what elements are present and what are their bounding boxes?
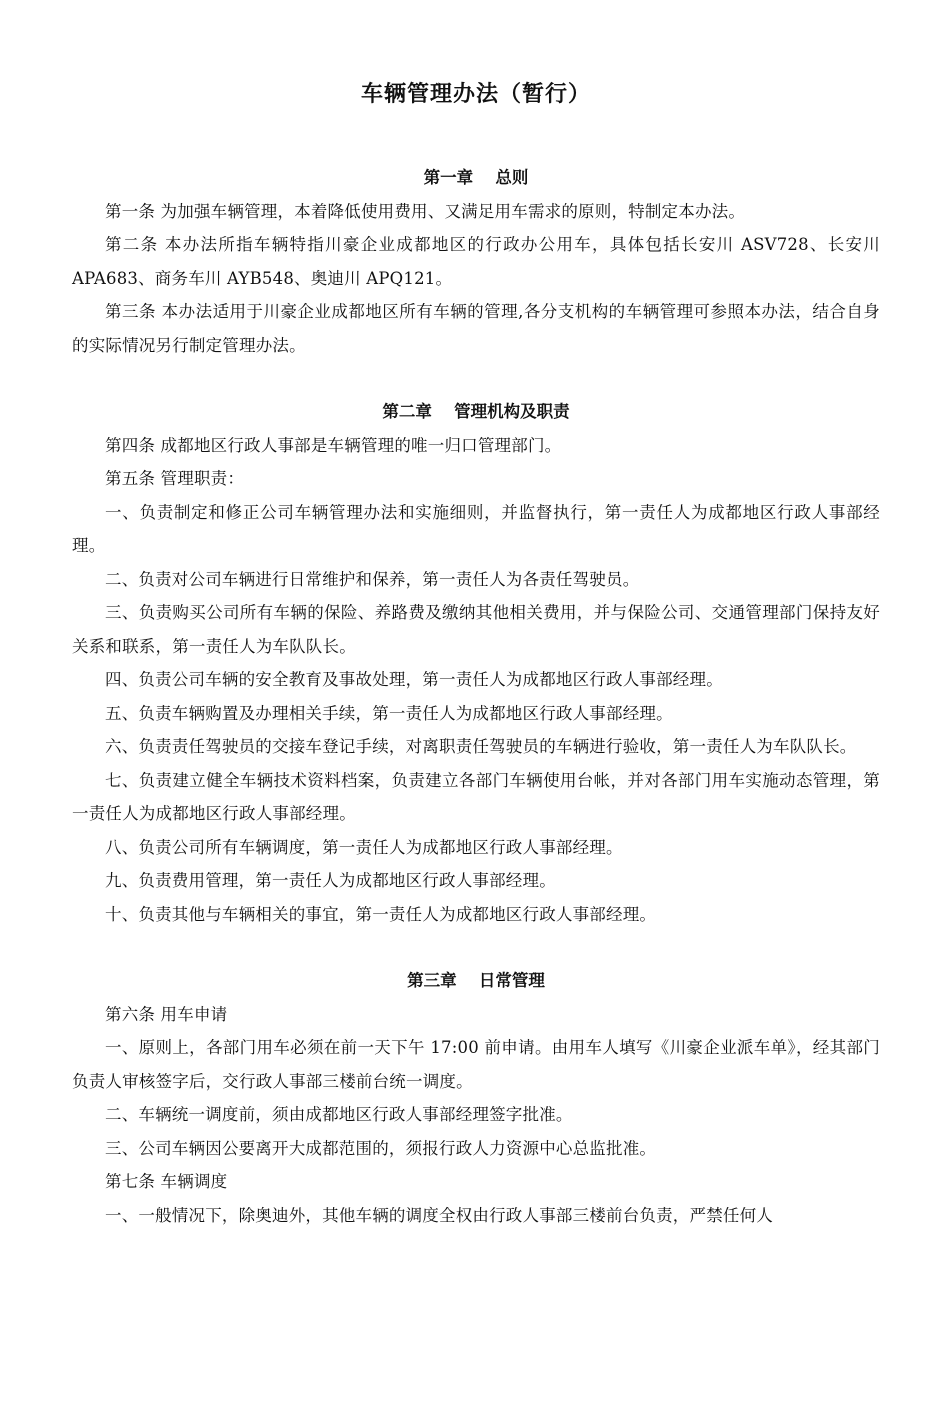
chapter-3 xyxy=(72,964,880,1232)
document-title: 车辆管理办法（暂行） xyxy=(360,81,591,107)
paragraph: 第二条 本办法所指车辆特指川豪企业成都地区的行政办公用车，具体包括长安川 ASV728、长安川 APA683、商务车川 AYB548、奥迪川 APQ121。 xyxy=(72,235,880,288)
paragraph: 十、负责其他与车辆相关的事宜，第一责任人为成都地区行政人事部经理。 xyxy=(105,904,657,924)
paragraph: 三、负责购买公司所有车辆的保险、养路费及缴纳其他相关费用，并与保险公司、交通管理部门保持友好关系和联系，第一责任人为车队队长。 xyxy=(72,603,880,656)
chapter-2 xyxy=(72,395,880,931)
chapter-heading: 第三章 日常管理 xyxy=(407,971,545,990)
paragraph: 一、原则上，各部门用车必须在前一天下午 17:00 前申请。由用车人填写《川豪企业派车单》，经其部门负责人审核签字后，交行政人事部三楼前台统一调度。 xyxy=(72,1038,880,1091)
chapter-heading: 第二章 管理机构及职责 xyxy=(382,402,570,421)
paragraph: 一、一般情况下，除奥迪外，其他车辆的调度全权由行政人事部三楼前台负责，严禁任何人 xyxy=(105,1205,773,1225)
paragraph: 三、公司车辆因公要离开大成都范围的，须报行政人力资源中心总监批准。 xyxy=(105,1138,657,1158)
paragraph: 九、负责费用管理，第一责任人为成都地区行政人事部经理。 xyxy=(105,871,556,890)
paragraph: 一、负责制定和修正公司车辆管理办法和实施细则，并监督执行，第一责任人为成都地区行政人事部经理。 xyxy=(72,502,880,555)
paragraph: 第七条 车辆调度 xyxy=(105,1172,228,1191)
paragraph: 第一条 为加强车辆管理，本着降低使用费用、又满足用车需求的原则，特制定本办法。 xyxy=(105,201,746,221)
chapter-1 xyxy=(72,161,880,362)
paragraph: 第六条 用车申请 xyxy=(105,1004,228,1024)
paragraph: 五、负责车辆购置及办理相关手续，第一责任人为成都地区行政人事部经理。 xyxy=(105,703,673,723)
paragraph: 六、负责责任驾驶员的交接车登记手续，对离职责任驾驶员的车辆进行验收，第一责任人为车队队长。 xyxy=(105,737,857,756)
paragraph: 二、负责对公司车辆进行日常维护和保养，第一责任人为各责任驾驶员。 xyxy=(105,569,640,589)
document-page xyxy=(0,78,950,1422)
paragraph: 七、负责建立健全车辆技术资料档案，负责建立各部门车辆使用台帐，并对各部门用车实施动态管理，第一责任人为成都地区行政人事部经理。 xyxy=(72,770,880,823)
paragraph: 四、负责公司车辆的安全教育及事故处理，第一责任人为成都地区行政人事部经理。 xyxy=(105,670,723,689)
paragraph: 第五条 管理职责： xyxy=(105,469,245,488)
paragraph: 八、负责公司所有车辆调度，第一责任人为成都地区行政人事部经理。 xyxy=(105,837,623,857)
paragraph: 二、车辆统一调度前，须由成都地区行政人事部经理签字批准。 xyxy=(105,1105,573,1124)
paragraph: 第四条 成都地区行政人事部是车辆管理的唯一归口管理部门。 xyxy=(105,435,562,455)
paragraph: 第三条 本办法适用于川豪企业成都地区所有车辆的管理,各分支机构的车辆管理可参照本办法，结合自身的实际情况另行制定管理办法。 xyxy=(72,302,880,355)
chapter-heading: 第一章 总则 xyxy=(423,168,529,187)
